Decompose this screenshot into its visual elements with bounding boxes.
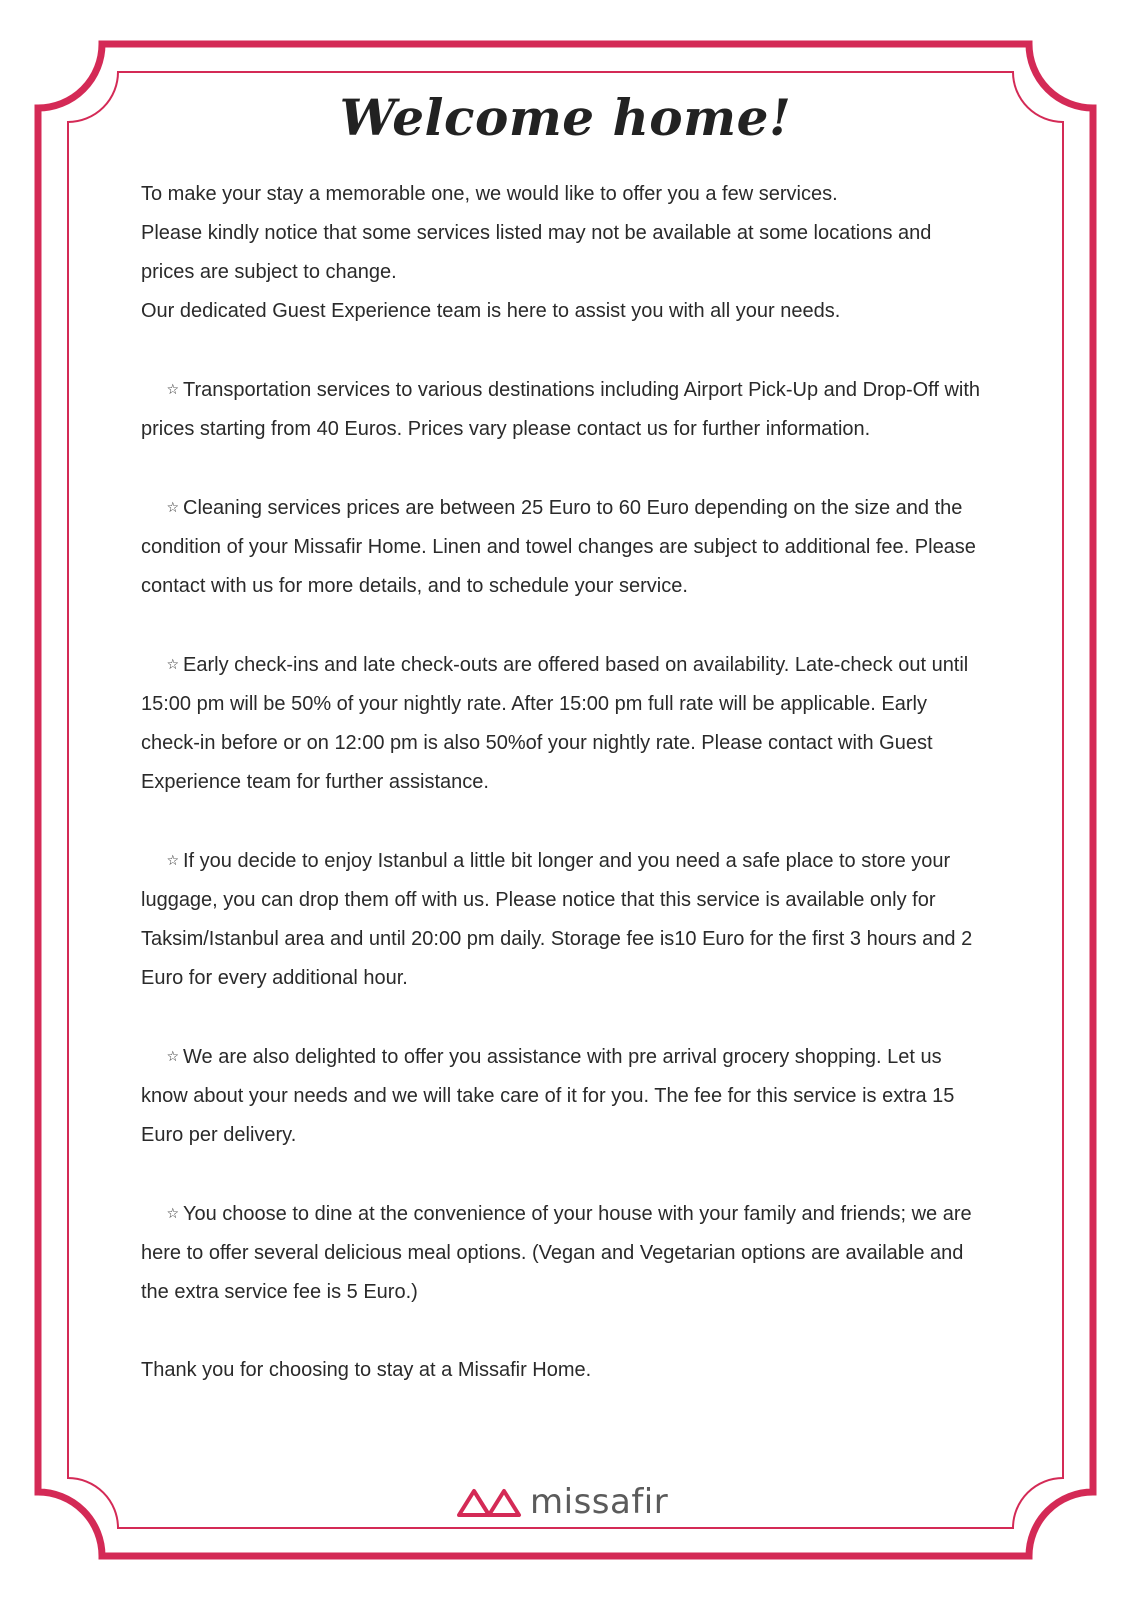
missafir-logo [456, 1480, 668, 1524]
service-text: We are also delighted to offer you assistance with pre arrival grocery shopping. Let us know about your needs and we will take care of it for you. The fee for this service is extra 15 Euro per delivery. [141, 1046, 955, 1146]
service-item-luggage-storage [141, 841, 981, 998]
star-icon: ☆ [166, 1205, 179, 1221]
star-icon: ☆ [166, 1048, 179, 1064]
logo-text: missafir [530, 1482, 669, 1522]
closing-line: Thank you for choosing to stay at a Missafir Home. [141, 1359, 592, 1381]
letter-body [141, 175, 981, 1390]
service-item-grocery [141, 1037, 981, 1155]
service-text: Early check-ins and late check-outs are offered based on availability. Late-check out until 15:00 pm will be 50% of your nightly rate. After 15:00 pm full rate will be applicable. Early check-in before or on 12:00 pm is also 50%of your nightly rate. Please contact with Guest Experience team for further assistance. [141, 654, 969, 793]
star-icon: ☆ [166, 656, 179, 672]
service-text: Transportation services to various destinations including Airport Pick-Up and Drop-Off with prices starting from 40 Euros. Prices vary please contact us for further information. [141, 379, 981, 440]
intro-line: To make your stay a memorable one, we would like to offer you a few services. [141, 183, 838, 205]
service-item-cleaning [141, 488, 981, 606]
service-text: You choose to dine at the convenience of your house with your family and friends; we are here to offer several delicious meal options. (Vegan and Vegetarian options are available and the extra service fee is 5 Euro.) [141, 1203, 972, 1303]
intro-line: Please kindly notice that some services listed may not be available at some locations and prices are subject to change. [141, 222, 932, 283]
intro-section [141, 175, 981, 331]
star-icon: ☆ [166, 381, 179, 397]
logo-mark-icon [456, 1485, 522, 1519]
page-title: Welcome home! [339, 88, 792, 147]
star-icon: ☆ [166, 852, 179, 868]
service-text: If you decide to enjoy Istanbul a little bit longer and you need a safe place to store your luggage, you can drop them off with us. Please notice that this service is available only for Taksim/Istanbul area and until 20:00 pm daily. Storage fee is10 Euro for the first 3 hours and 2 Euro for every additional hour. [141, 850, 973, 989]
service-item-checkin-checkout [141, 645, 981, 802]
star-icon: ☆ [166, 499, 179, 515]
service-item-transportation [141, 370, 981, 449]
service-text: Cleaning services prices are between 25 Euro to 60 Euro depending on the size and the condition of your Missafir Home. Linen and towel changes are subject to additional fee. Please contact with us for more details, and to schedule your service. [141, 497, 976, 597]
service-item-dining [141, 1194, 981, 1312]
intro-line: Our dedicated Guest Experience team is here to assist you with all your needs. [141, 300, 841, 322]
